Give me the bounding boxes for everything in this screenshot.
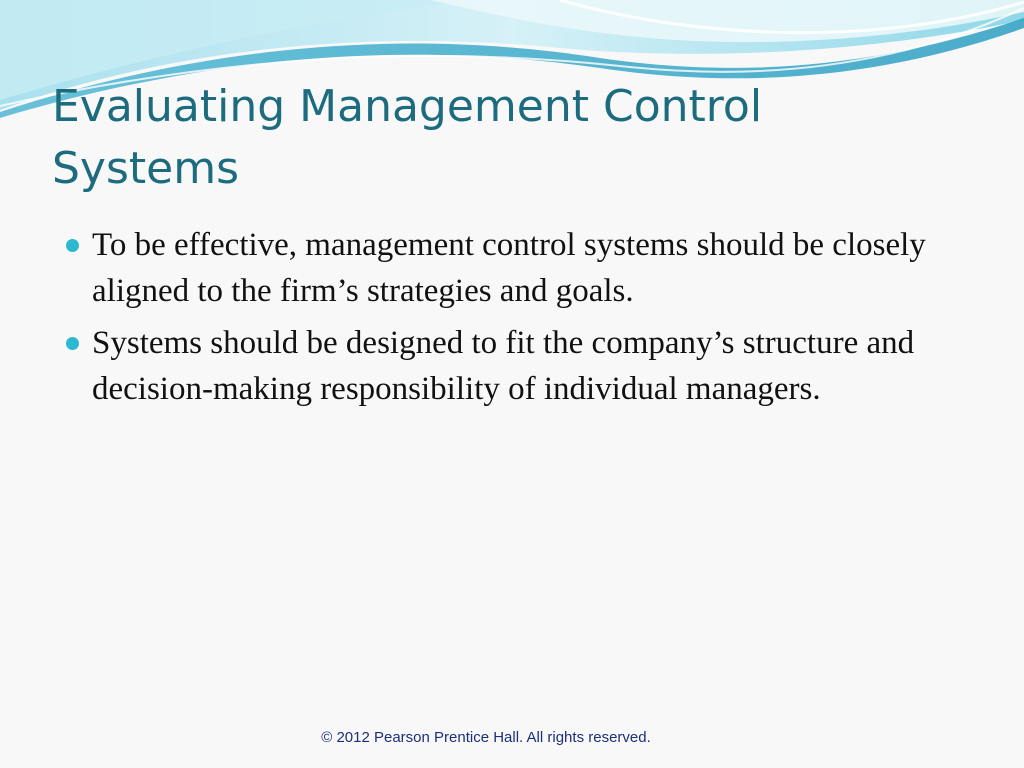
bullet-item — [62, 222, 942, 314]
bullet-dot-icon — [66, 337, 79, 350]
bullet-text: Systems should be designed to fit the company’s structure and decision-making responsibility of individual managers. — [92, 325, 915, 407]
bullet-item — [62, 320, 942, 412]
bullet-text: To be effective, management control systems should be closely aligned to the firm’s strategies and goals. — [92, 227, 926, 309]
bullet-list — [62, 222, 942, 418]
slide-title: Evaluating Management Control Systems — [52, 81, 763, 194]
bullet-dot-icon — [66, 239, 79, 252]
copyright-footer: © 2012 Pearson Prentice Hall. All rights reserved. — [321, 729, 651, 746]
